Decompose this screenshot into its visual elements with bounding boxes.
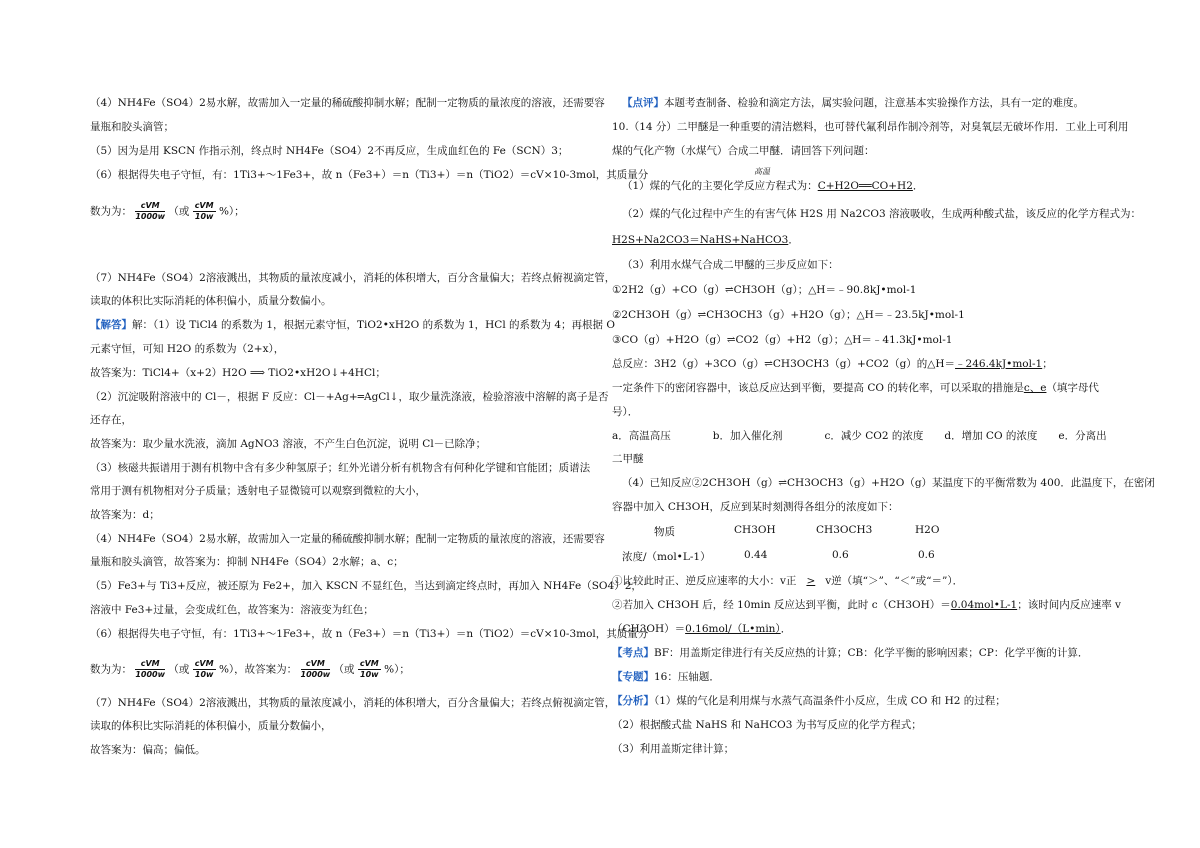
text-fragment: 16：压轴题． bbox=[654, 671, 720, 683]
text-line: 煤的气化产物（水煤气）合成二甲醚．请回答下列问题： bbox=[612, 145, 875, 157]
text-fragment: ； bbox=[1042, 358, 1053, 370]
table-header: CH3OCH3 bbox=[816, 524, 873, 536]
answer-blank: > bbox=[806, 575, 816, 587]
text-fragment: （或 bbox=[168, 663, 190, 676]
text-fragment: ②若加入 CH3OH 后，经 10min 反应达到平衡，此时 c（CH3OH）＝ bbox=[612, 599, 951, 611]
text-line: （4）已知反应②2CH3OH（g）⇌CH3OCH3（g）+H2O（g）某温度下的平衡常数为 400．此温度下，在密闭 bbox=[622, 477, 1155, 489]
text-fragment: %），故答案为： bbox=[218, 663, 298, 676]
text-line: （3）利用水煤气合成二甲醚的三步反应如下： bbox=[622, 259, 839, 271]
fraction-denominator: 1000w bbox=[135, 670, 165, 679]
text-line: （4）NH4Fe（SO4）2易水解，故需加入一定量的稀硫酸抑制水解；配制一定物质的量浓度的溶液，还需要容 bbox=[90, 533, 605, 545]
section-tag: 【点评】 bbox=[622, 97, 664, 109]
text-line: 溶液中 Fe3+过量，会变成红色，故答案为：溶液变为红色； bbox=[90, 604, 374, 616]
formula-line bbox=[90, 201, 245, 222]
text-line: 号）． bbox=[612, 406, 639, 418]
answer-blank: 0.04mol•L-1 bbox=[950, 599, 1018, 611]
answer-blank: H2S+Na2CO3＝NaHS+NaHCO3 bbox=[612, 234, 789, 246]
text-fragment: 数为为： bbox=[90, 205, 132, 218]
answer-blank: ﹣246.4kJ•mol-1 bbox=[955, 358, 1043, 370]
text-line: （3）利用盖斯定律计算； bbox=[612, 743, 735, 755]
fraction-numerator: cVM bbox=[135, 201, 165, 212]
fraction bbox=[135, 659, 165, 680]
text-line: 量瓶和胶头滴管； bbox=[90, 121, 174, 133]
text-fragment: ． bbox=[912, 180, 924, 192]
table-cell: 0.6 bbox=[832, 549, 849, 561]
text-line: （6）根据得失电子守恒，有：1Ti3+～1Fe3+，故 n（Fe3+）＝n（Ti3+）＝n（TiO2）＝cV×10-3mol，其质量分 bbox=[90, 169, 649, 181]
text-line: （6）根据得失电子守恒，有：1Ti3+～1Fe3+，故 n（Fe3+）＝n（Ti3+）＝n（TiO2）＝cV×10-3mol，其质量分 bbox=[90, 628, 649, 640]
text-fragment: ． bbox=[780, 623, 792, 635]
text-line: （5）Fe3+与 Ti3+反应，被还原为 Fe2+，加入 KSCN 不显红色，当达到滴定终点时，再加入 NH4Fe（SO4）2， bbox=[90, 580, 642, 592]
text-line bbox=[612, 598, 1121, 612]
text-fragment: v逆（填“＞”、“＜”或“＝”）． bbox=[825, 575, 964, 587]
text-line: 故答案为：偏高；偏低。 bbox=[90, 744, 206, 756]
answer-blank: C+H2O══CO+H2 bbox=[817, 180, 913, 192]
table-cell: 浓度/（mol•L-1） bbox=[622, 551, 711, 563]
text-fragment: 解：（1）设 TiCl4 的系数为 1，根据元素守恒，TiO2•xH2O 的系数为 1，HCl 的系数为 4；再根据 O bbox=[132, 319, 615, 331]
equation-line bbox=[612, 357, 1053, 371]
text-fragment: （填字母代 bbox=[1046, 382, 1099, 394]
fraction-numerator: cVM bbox=[194, 201, 214, 210]
table-cell: 0.44 bbox=[744, 549, 768, 561]
text-fragment: （1）煤的气化的主要化学反应方程式为： bbox=[622, 180, 818, 192]
table-header: CH3OH bbox=[734, 524, 776, 536]
text-fragment: （1）煤的气化是利用煤与水蒸气高温条件小反应，生成 CO 和 H2 的过程； bbox=[654, 695, 1006, 707]
text-line: （2）根据酸式盐 NaHS 和 NaHCO3 为书写反应的化学方程式； bbox=[612, 719, 922, 731]
fraction bbox=[193, 201, 216, 222]
fraction-denominator: 10w bbox=[194, 212, 214, 221]
text-line: （3）核磁共振谱用于测有机物中含有多少种氢原子；红外光谱分析有机物含有何种化学键和官能团；质谱法 bbox=[90, 462, 591, 474]
equation-line: ②2CH3OH（g）⇌CH3OCH3（g）+H2O（g）；△H＝﹣23.5kJ•mol-1 bbox=[612, 309, 965, 321]
text-line: 二甲醚 bbox=[612, 453, 644, 465]
fraction bbox=[135, 201, 165, 222]
text-fragment: （或 bbox=[333, 663, 355, 676]
section-tag: 【解答】 bbox=[90, 319, 132, 331]
section-tag: 【专题】 bbox=[612, 671, 654, 683]
text-line: （7）NH4Fe（SO4）2溶液溅出，其物质的量浓度减小，消耗的体积增大，百分含量偏大；若终点俯视滴定管， bbox=[90, 272, 616, 284]
text-line bbox=[612, 381, 1099, 395]
text-line: 读取的体积比实际消耗的体积偏小，质量分数偏小。 bbox=[90, 295, 332, 307]
fraction bbox=[193, 659, 216, 680]
text-line: （5）因为是用 KSCN 作指示剂，终点时 NH4Fe（SO4）2不再反应，生成血红色的 Fe（SCN）3； bbox=[90, 145, 569, 157]
fraction-denominator: 1000w bbox=[135, 212, 165, 221]
text-line: 容器中加入 CH3OH，反应到某时刻测得各组分的浓度如下： bbox=[612, 501, 899, 513]
text-fragment: 一定条件下的密闭容器中，该总反应达到平衡，要提高 CO 的转化率，可以采取的措施是 bbox=[612, 382, 1024, 394]
fraction-numerator: cVM bbox=[301, 659, 331, 670]
text-fragment: ． bbox=[788, 234, 799, 246]
fraction bbox=[358, 659, 381, 680]
text-fragment: %）； bbox=[384, 663, 410, 676]
text-fragment: %）； bbox=[218, 205, 245, 218]
table-header: 物质 bbox=[654, 526, 675, 538]
fraction-numerator: cVM bbox=[359, 659, 379, 668]
answer-blank: 0.16mol/（L•min） bbox=[685, 623, 781, 635]
fraction-numerator: cVM bbox=[135, 659, 165, 670]
text-fragment: 数为为： bbox=[90, 663, 132, 676]
text-line: （2）沉淀吸附溶液中的 Cl－，根据 F 反应：Cl－+Ag+═AgCl↓，取少量洗涤液，检验溶液中溶解的离子是否 bbox=[90, 391, 609, 403]
text-line bbox=[612, 694, 1006, 708]
text-line bbox=[612, 233, 799, 247]
fraction-denominator: 10w bbox=[194, 670, 214, 679]
section-tag: 【考点】 bbox=[612, 647, 654, 659]
text-fragment: （CH3OH）＝ bbox=[612, 623, 686, 635]
text-fragment: ；该时间内反应速率 v bbox=[1017, 599, 1121, 611]
formula-line bbox=[90, 659, 410, 680]
text-line: 常用于测有机物相对分子质量；透射电子显微镜可以观察到微粒的大小， bbox=[90, 485, 426, 497]
equation-line: ①2H2（g）+CO（g）⇌CH3OH（g）；△H＝﹣90.8kJ•mol-1 bbox=[612, 284, 917, 296]
text-line bbox=[612, 670, 720, 684]
fraction-denominator: 1000w bbox=[300, 670, 331, 679]
text-line bbox=[612, 574, 963, 588]
fraction bbox=[301, 659, 331, 680]
question-heading: 10.（14 分）二甲醚是一种重要的清洁燃料，也可替代氟利昂作制冷剂等，对臭氧层无破坏作用．工业上可利用 bbox=[612, 121, 1129, 133]
fraction-denominator: 10w bbox=[360, 670, 379, 679]
text-fragment: BF：用盖斯定律进行有关反应热的计算；CB：化学平衡的影响因素；CP：化学平衡的计算． bbox=[654, 647, 1089, 659]
text-line: 故答案为：TiCl4+（x+2）H2O ⟹ TiO2•xH2O↓+4HCl； bbox=[90, 367, 386, 379]
text-fragment: 总反应：3H2（g）+3CO（g）⇌CH3OCH3（g）+CO2（g）的△H＝ bbox=[612, 358, 956, 370]
fraction-numerator: cVM bbox=[194, 659, 214, 668]
text-line bbox=[622, 179, 923, 193]
text-line bbox=[90, 318, 615, 332]
text-line: （7）NH4Fe（SO4）2溶液溅出，其物质的量浓度减小，消耗的体积增大，百分含量偏大；若终点俯视滴定管， bbox=[90, 697, 616, 709]
text-line: 还存在， bbox=[90, 414, 132, 426]
text-line: 元素守恒，可知 H2O 的系数为（2+x）， bbox=[90, 343, 285, 355]
text-fragment: ①比较此时正、逆反应速率的大小：v正 bbox=[612, 575, 797, 587]
equation-line: ③CO（g）+H2O（g）⇌CO2（g）+H2（g）；△H＝﹣41.3kJ•mol-1 bbox=[612, 334, 953, 346]
text-line: 量瓶和胶头滴管，故答案为：抑制 NH4Fe（SO4）2水解；a、c； bbox=[90, 556, 404, 568]
reaction-condition: 高温 bbox=[754, 167, 770, 176]
text-line bbox=[622, 96, 1084, 110]
text-fragment: 本题考查制备、检验和滴定方法，属实验问题，注意基本实验操作方法，具有一定的难度。 bbox=[664, 97, 1084, 109]
text-line: 故答案为：d； bbox=[90, 509, 160, 521]
text-line bbox=[612, 646, 1088, 660]
text-line: （4）NH4Fe（SO4）2易水解，故需加入一定量的稀硫酸抑制水解；配制一定物质的量浓度的溶液，还需要容 bbox=[90, 97, 605, 109]
table-header: H2O bbox=[915, 524, 940, 536]
section-tag: 【分析】 bbox=[612, 695, 654, 707]
options-line: a．高温高压 b．加入催化剂 c．减少 CO2 的浓度 d．增加 CO 的浓度 e．分离出 bbox=[612, 430, 1107, 442]
text-line: 故答案为：取少量水洗液，滴加 AgNO3 溶液，不产生白色沉淀，说明 Cl－已除净； bbox=[90, 438, 487, 450]
answer-blank: c、e bbox=[1023, 382, 1047, 394]
text-fragment: （或 bbox=[168, 205, 190, 218]
text-line: 读取的体积比实际消耗的体积偏小，质量分数偏小， bbox=[90, 720, 332, 732]
text-line: （2）煤的气化过程中产生的有害气体 H2S 用 Na2CO3 溶液吸收，生成两种酸式盐，该反应的化学方程式为： bbox=[622, 208, 1142, 220]
table-cell: 0.6 bbox=[918, 549, 935, 561]
concentration-table bbox=[612, 523, 1112, 573]
text-line bbox=[612, 622, 791, 636]
